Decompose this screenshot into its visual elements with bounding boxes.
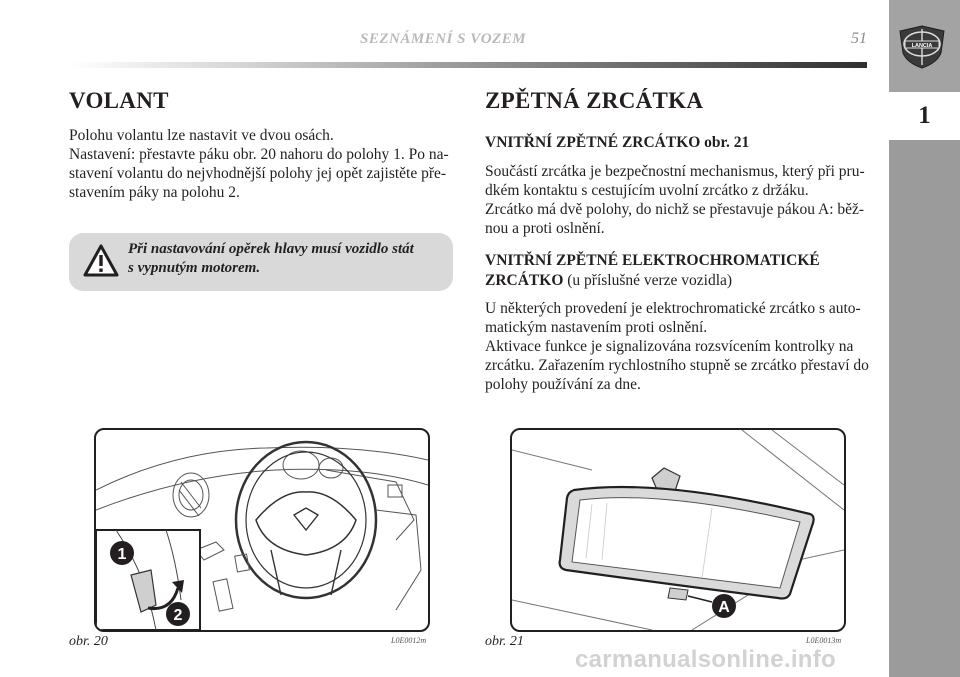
page-number: 51	[851, 30, 867, 47]
paragraph-line: U některých provedení je elektrochromatické zrcátko s auto-	[485, 300, 861, 317]
watermark-text: carmanualsonline.info	[575, 646, 837, 673]
warning-box	[69, 233, 453, 291]
figure-marker-a: A	[718, 599, 730, 616]
warning-triangle-icon	[83, 244, 119, 278]
logo-lettering: LANCIA	[911, 43, 933, 49]
figure-code: L0E0013m	[806, 636, 842, 645]
lancia-logo-icon	[897, 25, 947, 69]
figure-caption: obr. 21	[485, 634, 524, 649]
figure-code: L0E0012m	[391, 636, 427, 645]
subsection-title-inner-mirror: VNITŘNÍ ZPĚTNÉ ZRCÁTKO obr. 21	[485, 134, 750, 151]
warning-line: s vypnutým motorem.	[128, 260, 261, 276]
section-heading-zrcatka: ZPĚTNÁ ZRCÁTKA	[485, 88, 704, 113]
title-normal-part: (u příslušné verze vozidla)	[563, 272, 733, 289]
figure-marker-2: 2	[173, 607, 183, 624]
subsection-title-electrochromatic: VNITŘNÍ ZPĚTNÉ ELEKTROCHROMATICKÉ	[485, 252, 820, 269]
paragraph-line: nou a proti oslnění.	[485, 220, 605, 237]
paragraph-line: polohy používání za dne.	[485, 376, 641, 393]
chapter-number: 1	[889, 92, 960, 140]
paragraph-line: Nastavení: přestavte páku obr. 20 nahoru do polohy 1. Po na-	[69, 146, 449, 163]
paragraph-line: Zrcátko má dvě polohy, do nichž se přestavuje pákou A: běž-	[485, 201, 865, 218]
paragraph-line: Polohu volantu lze nastavit ve dvou osách.	[69, 127, 334, 144]
paragraph-line: dkém kontaktu s cestujícím uvolní zrcátko z držáku.	[485, 182, 809, 199]
paragraph-line: stavením páky na polohu 2.	[69, 184, 240, 201]
right-column	[485, 86, 869, 394]
rear-mirror-illustration	[512, 430, 844, 630]
figure-marker-1: 1	[117, 546, 127, 563]
header-rule	[70, 62, 867, 68]
section-heading-volant: VOLANT	[69, 88, 169, 113]
warning-text	[128, 240, 446, 278]
figure-rear-mirror	[510, 428, 846, 632]
figure-steering-wheel	[94, 428, 430, 632]
sidebar-logo-area	[889, 0, 960, 92]
chapter-sidebar	[889, 0, 960, 677]
warning-line: Při nastavování opěrek hlavy musí vozidlo stát	[128, 241, 414, 257]
figure-caption: obr. 20	[69, 634, 108, 649]
paragraph-line: matickým nastavením proti oslnění.	[485, 319, 708, 336]
running-header-title: SEZNÁMENÍ S VOZEM	[360, 31, 527, 47]
paragraph-line: Součástí zrcátka je bezpečnostní mechanismus, který při pru-	[485, 163, 865, 180]
paragraph-line: zrcátku. Zařazením rychlostního stupně se zrcátko přestaví do	[485, 357, 869, 374]
left-column	[69, 86, 453, 202]
subsection-title-electrochromatic-line2	[485, 271, 869, 291]
title-bold-part: ZRCÁTKO	[485, 272, 564, 289]
paragraph-line: Aktivace funkce je signalizována rozsvícením kontrolky na	[485, 338, 854, 355]
paragraph-line: stavení volantu do nejvhodnější polohy jej opět zajistěte pře-	[69, 165, 447, 182]
steering-wheel-illustration	[96, 430, 428, 630]
